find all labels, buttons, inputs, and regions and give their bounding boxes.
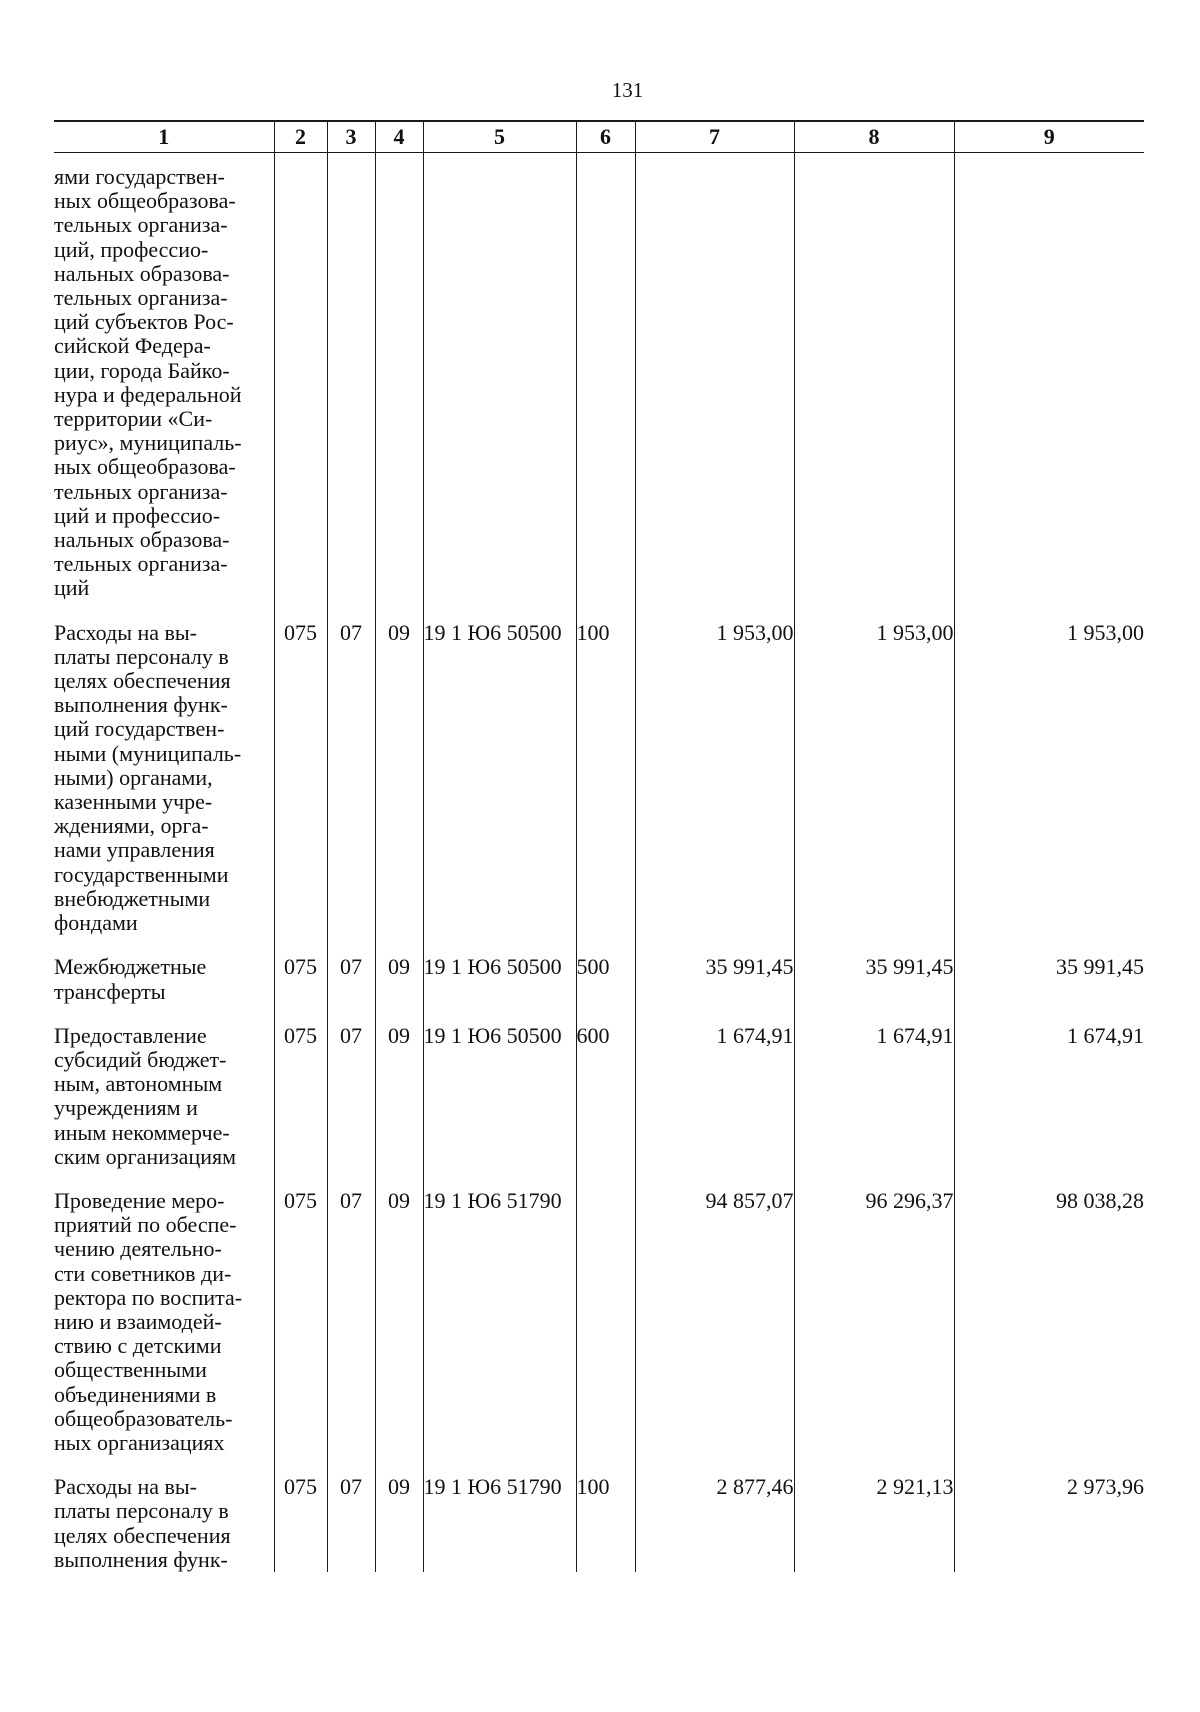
subsection-code-cell: 09 [375, 1024, 423, 1189]
target-article-cell: 19 1 Ю6 50500 [423, 621, 576, 956]
expense-name-line: платы персоналу в [54, 643, 229, 669]
subsection-code-cell: 09 [375, 1475, 423, 1572]
table-body [54, 153, 1144, 1572]
section-code-cell: 07 [327, 1189, 375, 1475]
expense-name-line: нальных образова- [54, 527, 230, 553]
expense-name-line: общеобразователь- [54, 1405, 233, 1431]
amount-year-1-cell: 1 953,00 [635, 621, 794, 956]
expense-name-line: государственными [54, 861, 229, 887]
subsection-code-cell: 09 [375, 955, 423, 1023]
expense-name-line: ным, автономным [54, 1071, 223, 1097]
expense-name-line: целях обеспечения [54, 1522, 231, 1548]
expense-name-line: выполнения функ- [54, 692, 228, 718]
expense-name-line: объединениями в [54, 1381, 217, 1407]
expense-name-line: ским организациям [54, 1143, 237, 1169]
expense-name-line: ными) органами, [54, 764, 213, 790]
target-article-cell [423, 153, 576, 621]
amount-year-3-cell [954, 153, 1144, 621]
expense-name-line: ции, города Байко- [54, 357, 230, 383]
amount-year-2-cell: 1 953,00 [794, 621, 954, 956]
expense-name-line: Расходы на вы- [54, 1474, 198, 1500]
table-row [54, 1024, 1144, 1189]
ministry-code-cell: 075 [274, 1475, 327, 1572]
expense-name-line: нами управления [54, 837, 215, 863]
section-code-cell: 07 [327, 621, 375, 956]
amount-year-3-cell: 35 991,45 [954, 955, 1144, 1023]
expense-name-line: сийской Федера- [54, 333, 211, 359]
expense-name-line: нию и взаимодей- [54, 1308, 222, 1334]
subsection-code-cell: 09 [375, 621, 423, 956]
amount-year-2-cell: 1 674,91 [794, 1024, 954, 1189]
expense-name-line: Проведение меро- [54, 1187, 225, 1213]
table-header [54, 121, 1144, 153]
amount-year-1-cell: 2 877,46 [635, 1475, 794, 1572]
expense-name-line: целях обеспечения [54, 668, 231, 694]
expense-name-line: ных общеобразова- [54, 188, 236, 214]
expense-type-cell: 100 [576, 1475, 635, 1572]
expense-name-line: территории «Си- [54, 406, 213, 432]
table-row [54, 621, 1144, 956]
expense-name-line: общественными [54, 1357, 207, 1383]
amount-year-1-cell: 94 857,07 [635, 1189, 794, 1475]
expense-name-line: ций, профессио- [54, 236, 209, 262]
section-code-cell: 07 [327, 1024, 375, 1189]
expense-type-cell: 500 [576, 955, 635, 1023]
column-header-8: 8 [794, 121, 954, 153]
ministry-code-cell [274, 153, 327, 621]
table-row [54, 955, 1144, 1023]
amount-year-1-cell: 1 674,91 [635, 1024, 794, 1189]
expense-type-cell: 600 [576, 1024, 635, 1189]
table-row [54, 1475, 1144, 1572]
column-header-4: 4 [375, 121, 423, 153]
expense-name-line: ждениями, орга- [54, 813, 209, 839]
expense-name-line: казенными учре- [54, 789, 213, 815]
expense-name-line: риус», муниципаль- [54, 430, 242, 456]
amount-year-3-cell: 1 674,91 [954, 1024, 1144, 1189]
amount-year-3-cell: 1 953,00 [954, 621, 1144, 956]
expense-name-line: внебюджетными [54, 885, 211, 911]
expense-type-cell: 100 [576, 621, 635, 956]
target-article-cell: 19 1 Ю6 51790 [423, 1475, 576, 1572]
expense-name-cell [54, 153, 274, 621]
expense-name-line: Межбюджетные [54, 954, 207, 980]
expense-name-line: ций субъектов Рос- [54, 309, 234, 335]
expense-name-line: тельных организа- [54, 212, 228, 238]
ministry-code-cell: 075 [274, 1024, 327, 1189]
expense-name-line: ций и профессио- [54, 502, 221, 528]
target-article-cell: 19 1 Ю6 50500 [423, 1024, 576, 1189]
expense-name-cell [54, 1475, 274, 1572]
expense-name-line: фондами [54, 910, 138, 936]
header-row [54, 121, 1144, 153]
subsection-code-cell: 09 [375, 1189, 423, 1475]
amount-year-2-cell: 2 921,13 [794, 1475, 954, 1572]
amount-year-1-cell [635, 153, 794, 621]
expense-name-line: иным некоммерче- [54, 1119, 230, 1145]
expense-name-line: тельных организа- [54, 478, 228, 504]
target-article-cell: 19 1 Ю6 51790 [423, 1189, 576, 1475]
column-header-2: 2 [274, 121, 327, 153]
expense-name-line: нура и федеральной [54, 381, 242, 407]
column-header-3: 3 [327, 121, 375, 153]
table-row [54, 153, 1144, 621]
column-header-1: 1 [54, 121, 274, 153]
target-article-cell: 19 1 Ю6 50500 [423, 955, 576, 1023]
expense-name-line: ных общеобразова- [54, 454, 236, 480]
ministry-code-cell: 075 [274, 1189, 327, 1475]
expense-name-line: нальных образова- [54, 260, 230, 286]
amount-year-2-cell: 96 296,37 [794, 1189, 954, 1475]
table-row [54, 1189, 1144, 1475]
expense-name-line: Предоставление [54, 1022, 207, 1048]
amount-year-3-cell: 98 038,28 [954, 1189, 1144, 1475]
section-code-cell [327, 153, 375, 621]
expense-name-line: чению деятельно- [54, 1236, 222, 1262]
column-header-6: 6 [576, 121, 635, 153]
expense-name-line: субсидий бюджет- [54, 1046, 227, 1072]
expense-name-line: выполнения функ- [54, 1546, 228, 1572]
expense-name-cell [54, 1024, 274, 1189]
amount-year-2-cell [794, 153, 954, 621]
budget-table [54, 120, 1144, 1572]
expense-name-line: тельных организа- [54, 551, 228, 577]
ministry-code-cell: 075 [274, 621, 327, 956]
expense-name-cell [54, 621, 274, 956]
amount-year-3-cell: 2 973,96 [954, 1475, 1144, 1572]
expense-name-line: ций [54, 575, 90, 601]
expense-name-cell [54, 955, 274, 1023]
expense-name-line: ных организациях [54, 1429, 225, 1455]
amount-year-1-cell: 35 991,45 [635, 955, 794, 1023]
expense-name-line: трансферты [54, 978, 166, 1004]
column-header-9: 9 [954, 121, 1144, 153]
page-number: 131 [611, 78, 644, 102]
expense-name-line: ций государствен- [54, 716, 225, 742]
subsection-code-cell [375, 153, 423, 621]
expense-name-line: ями государствен- [54, 164, 225, 189]
expense-type-cell [576, 153, 635, 621]
expense-name-line: учреждениям и [54, 1095, 198, 1121]
ministry-code-cell: 075 [274, 955, 327, 1023]
expense-name-line: ректора по воспита- [54, 1284, 243, 1310]
expense-name-cell [54, 1189, 274, 1475]
expense-name-line: приятий по обеспе- [54, 1212, 237, 1238]
expense-name-line: Расходы на вы- [54, 619, 198, 645]
column-header-7: 7 [635, 121, 794, 153]
expense-name-line: ными (муниципаль- [54, 740, 242, 766]
amount-year-2-cell: 35 991,45 [794, 955, 954, 1023]
expense-name-line: сти советников ди- [54, 1260, 232, 1286]
expense-name-line: ствию с детскими [54, 1333, 222, 1359]
section-code-cell: 07 [327, 1475, 375, 1572]
expense-name-line: тельных организа- [54, 285, 228, 311]
section-code-cell: 07 [327, 955, 375, 1023]
column-header-5: 5 [423, 121, 576, 153]
expense-type-cell [576, 1189, 635, 1475]
expense-name-line: платы персоналу в [54, 1498, 229, 1524]
